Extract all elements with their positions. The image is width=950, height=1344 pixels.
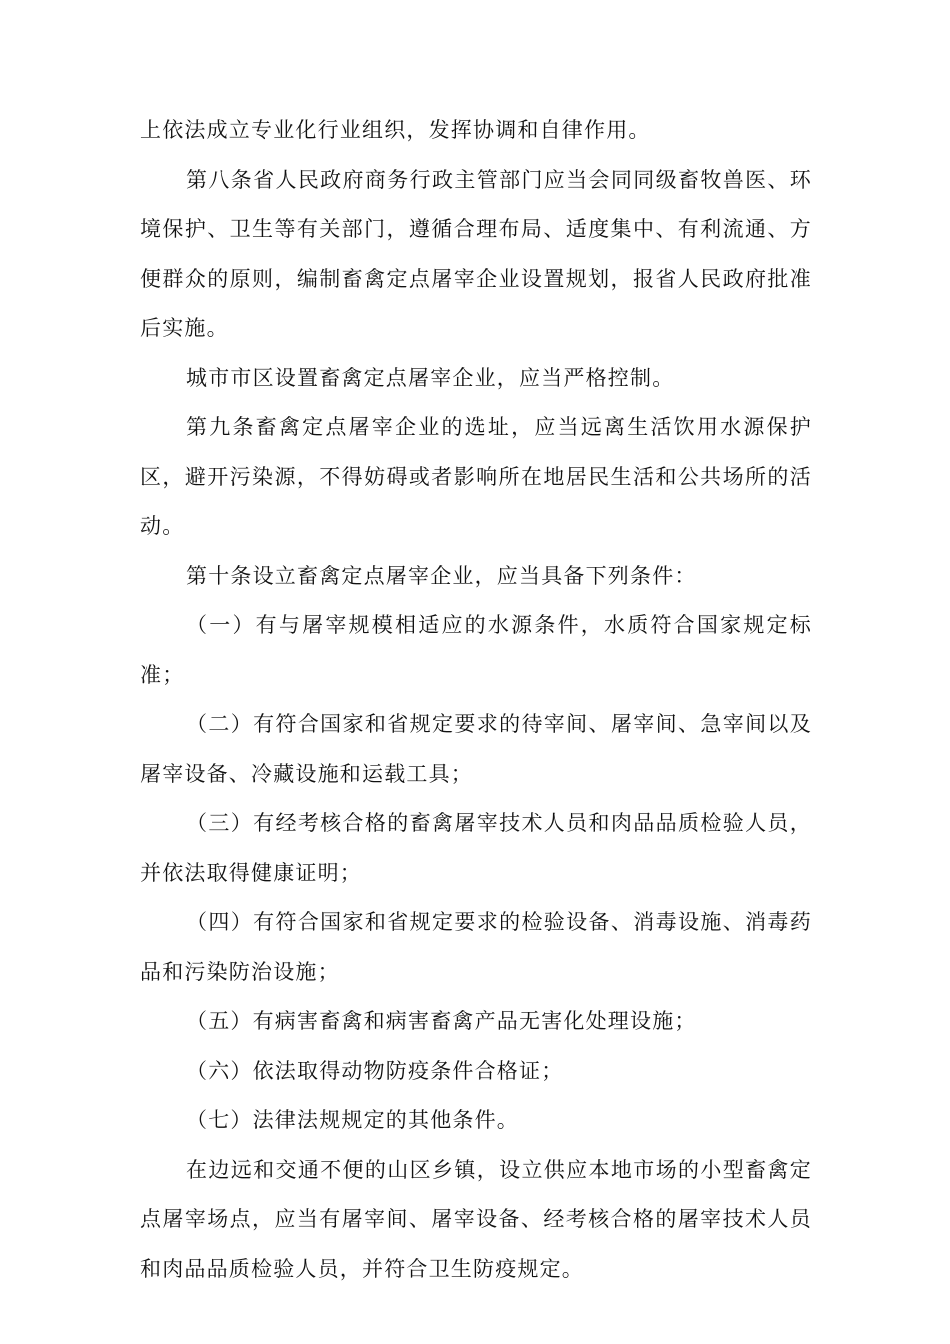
paragraph: 城市市区设置畜禽定点屠宰企业，应当严格控制。 (186, 365, 675, 390)
list-item: （四）有符合国家和省规定要求的检验设备、消毒设施、消毒药品和污染防治设施； (140, 910, 812, 984)
paragraph: 在边远和交通不便的山区乡镇，设立供应本地市场的小型畜禽定点屠宰场点，应当有屠宰间、屠宰设备、经考核合格的屠宰技术人员和肉品品质检验人员，并符合卫生防疫规定。 (140, 1157, 812, 1281)
list-item: （一）有与屠宰规模相适应的水源条件，水质符合国家规定标准； (140, 613, 812, 687)
document-body (140, 106, 812, 1294)
list-item: （二）有符合国家和省规定要求的待宰间、屠宰间、急宰间以及屠宰设备、冷藏设施和运载工具； (140, 712, 812, 786)
list-item: （五）有病害畜禽和病害畜禽产品无害化处理设施； (186, 1009, 697, 1033)
paragraph: 第十条设立畜禽定点屠宰企业，应当具备下列条件： (186, 563, 697, 588)
paragraph: 第九条畜禽定点屠宰企业的选址，应当远离生活饮用水源保护区，避开污染源，不得妨碍或者影响所在地居民生活和公共场所的活动。 (140, 415, 812, 538)
paragraph: 第八条省人民政府商务行政主管部门应当会同同级畜牧兽医、环境保护、卫生等有关部门，遵循合理布局、适度集中、有利流通、方便群众的原则，编制畜禽定点屠宰企业设置规划，报省人民政府批准后实施。 (140, 167, 812, 340)
paragraph: 上依法成立专业化行业组织，发挥协调和自律作用。 (140, 118, 651, 142)
list-item: （三）有经考核合格的畜禽屠宰技术人员和肉品品质检验人员，并依法取得健康证明； (140, 811, 812, 885)
list-item: （七）法律法规规定的其他条件。 (186, 1108, 519, 1132)
list-item: （六）依法取得动物防疫条件合格证； (186, 1058, 564, 1083)
